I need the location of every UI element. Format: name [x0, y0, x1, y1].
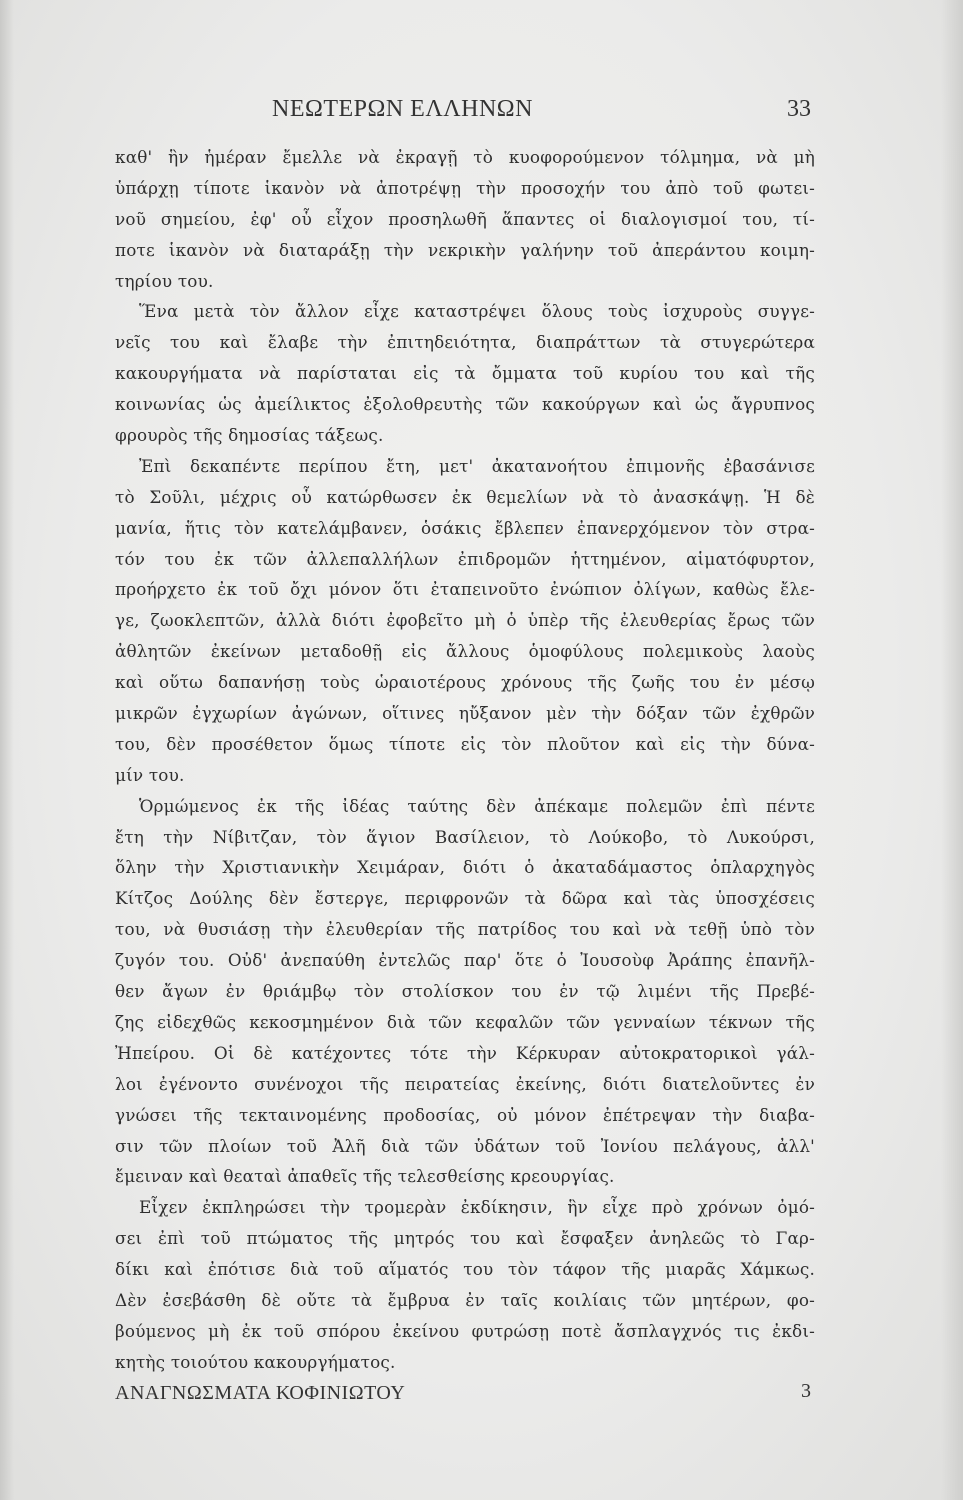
text-line: σιν τῶν πλοίων τοῦ Ἀλῆ διὰ τῶν ὑδάτων τοῦ Ἰονίου πελάγους, ἀλλ' — [115, 1135, 815, 1156]
text-line: καὶ οὕτω δαπανήσῃ τοὺς ὡραιοτέρους χρόνους τῆς ζωῆς του ἐν μέσῳ — [115, 672, 815, 693]
text-line: Κίτζος Δούλης δὲν ἔστεργε, περιφρονῶν τὰ δῶρα καὶ τὰς ὑποσχέσεις — [115, 888, 815, 909]
text-line: γε, ζωοκλεπτῶν, ἀλλὰ διότι ἐφοβεῖτο μὴ ὁ ὑπὲρ τῆς ἐλευθερίας ἔρως τῶν — [115, 610, 815, 631]
text-line: Ἠπείρου. Οἱ δὲ κατέχοντες τότε τὴν Κέρκυραν αὐτοκρατορικοὶ γάλ- — [115, 1042, 815, 1063]
text-line: νοῦ σημείου, ἐφ' οὗ εἶχον προσηλωθῆ ἅπαντες οἱ διαλογισμοί του, τί- — [115, 208, 815, 229]
text-line: Ἐπὶ δεκαπέντε περίπου ἔτη, μετ' ἀκατανοήτου ἐπιμονῆς ἐβασάνισε — [139, 455, 815, 476]
text-line: Ὁρμώμενος ἐκ τῆς ἰδέας ταύτης δὲν ἀπέκαμε πολεμῶν ἐπὶ πέντε — [139, 795, 815, 816]
text-line: ἔμειναν καὶ θεαταὶ ἀπαθεῖς τῆς τελεσθείσης κρεουργίας. — [115, 1166, 615, 1187]
text-line: νεῖς του καὶ ἔλαβε τὴν ἐπιτηδειότητα, διαπράττων τὰ στυγερώτερα — [115, 332, 815, 353]
text-line: τηρίου του. — [115, 270, 214, 291]
text-line: του, νὰ θυσιάσῃ τὴν ἐλευθερίαν τῆς πατρίδος του καὶ νὰ τεθῇ ὑπὸ τὸν — [115, 919, 815, 940]
text-line: τόν του ἐκ τῶν ἀλλεπαλλήλων ἐπιδρομῶν ἡττημένον, αἱματόφυρτον, — [115, 548, 815, 569]
text-line: ποτε ἱκανὸν νὰ διαταράξῃ τὴν νεκρικὴν γαλήνην τοῦ ἀπεράντου κοιμη- — [115, 239, 815, 260]
text-line: μικρῶν ἐγχωρίων ἀγώνων, οἵτινες ηὔξανον μὲν τὴν δόξαν τῶν ἐχθρῶν — [115, 703, 815, 724]
text-line: κοινωνίας ὡς ἀμείλικτος ἐξολοθρευτὴς τῶν κακούργων καὶ ὡς ἄγρυπνος — [115, 394, 815, 415]
text-line: βούμενος μὴ ἐκ τοῦ σπόρου ἐκείνου φυτρώσῃ ποτὲ ἄσπλαγχνός τις ἐκδι- — [115, 1320, 815, 1341]
running-head: ΝΕΩΤΕΡΩΝ ΕΛΛΗΝΩΝ — [272, 96, 533, 122]
text-line: μανία, ἥτις τὸν κατελάμβανεν, ὁσάκις ἔβλεπεν ἐπανερχόμενον τὸν στρα- — [115, 517, 815, 538]
text-line: γνώσει τῆς τεκταινομένης προδοσίας, οὐ μόνον ἐπέτρεψαν τὴν διαβα- — [115, 1104, 815, 1125]
text-line: του, δὲν προσέθετον ὅμως τίποτε εἰς τὸν πλοῦτον καὶ εἰς τὴν δύνα- — [115, 733, 815, 754]
text-line: Δὲν ἐσεβάσθη δὲ οὔτε τὰ ἔμβρυα ἐν ταῖς κοιλίαις τῶν μητέρων, φο- — [115, 1289, 815, 1310]
signature-title: ΑΝΑΓΝΩΣΜΑΤΑ ΚΟΦΙΝΙΩΤΟΥ — [115, 1382, 406, 1404]
text-line: ζυγόν του. Οὐδ' ἀνεπαύθη ἐντελῶς παρ' ὅτε ὁ Ἰουσοὺφ Ἀράπης ἐπανῆλ- — [115, 950, 815, 971]
signature-mark: 3 — [801, 1380, 811, 1402]
text-line: λοι ἐγένοντο συνένοχοι τῆς πειρατείας ἐκείνης, διότι διατελοῦντες ἐν — [115, 1073, 815, 1094]
text-line: μίν του. — [115, 764, 185, 785]
text-line: φρουρὸς τῆς δημοσίας τάξεως. — [115, 425, 384, 446]
text-line: δίκι καὶ ἐπότισε διὰ τοῦ αἵματός του τὸν τάφον τῆς μιαρᾶς Χάμκως. — [115, 1259, 815, 1280]
text-line: προήρχετο ἐκ τοῦ ὄχι μόνον ὅτι ἐταπεινοῦτο ἐνώπιον ὀλίγων, καθὼς ἔλε- — [115, 579, 815, 600]
page-number: 33 — [787, 96, 811, 122]
text-line: ἀθλητῶν ἐκείνων μεταδοθῇ εἰς ἄλλους ὁμοφύλους πολεμικοὺς λαοὺς — [115, 641, 815, 662]
text-line: θεν ἄγων ἐν θριάμβῳ τὸν στολίσκον του ἐν τῷ λιμένι τῆς Πρεβέ- — [115, 981, 815, 1002]
text-line: Ἕνα μετὰ τὸν ἄλλον εἶχε καταστρέψει ὅλους τοὺς ἰσχυροὺς συγγε- — [139, 301, 815, 322]
body-text — [115, 142, 815, 1378]
text-line: ὅλην τὴν Χριστιανικὴν Χειμάραν, διότι ὁ ἀκαταδάμαστος ὁπλαρχηγὸς — [115, 857, 815, 878]
text-line: ἔτη τὴν Νίβιτζαν, τὸν ἅγιον Βασίλειον, τὸ Λούκοβο, τὸ Λυκούρσι, — [115, 826, 815, 847]
text-line: ὑπάρχῃ τίποτε ἱκανὸν νὰ ἀποτρέψῃ τὴν προσοχήν του ἀπὸ τοῦ φωτει- — [115, 177, 815, 198]
text-line: κητὴς τοιούτου κακουργήματος. — [115, 1351, 396, 1372]
text-line: ζης εἰδεχθῶς κεκοσμημένον διὰ τῶν κεφαλῶν τῶν γενναίων τέκνων τῆς — [115, 1011, 815, 1032]
text-line: καθ' ἣν ἡμέραν ἔμελλε νὰ ἐκραγῇ τὸ κυοφορούμενον τόλμημα, νὰ μὴ — [115, 147, 815, 167]
text-line: τὸ Σοῦλι, μέχρις οὗ κατώρθωσεν ἐκ θεμελίων νὰ τὸ ἀνασκάψῃ. Ἡ δὲ — [115, 486, 815, 507]
text-line: κακουργήματα νὰ παρίσταται εἰς τὰ ὄμματα τοῦ κυρίου του καὶ τῆς — [115, 363, 815, 384]
text-line: σει ἐπὶ τοῦ πτώματος τῆς μητρός του καὶ ἔσφαξεν ἀνηλεῶς τὸ Γαρ- — [115, 1228, 815, 1249]
text-line: Εἶχεν ἐκπληρώσει τὴν τρομερὰν ἐκδίκησιν, ἣν εἶχε πρὸ χρόνων ὀμό- — [139, 1197, 815, 1218]
